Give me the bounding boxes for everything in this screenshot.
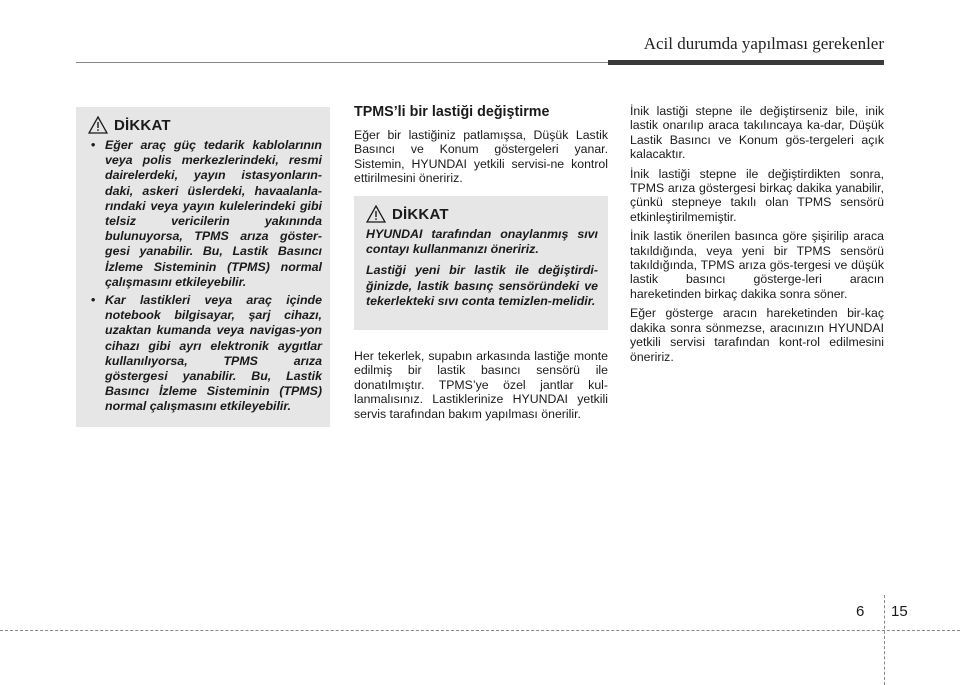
section-intro: Eğer bir lastiğiniz patlamışsa, Düşük Lastik Basıncı ve Konum göstergeleri yanar. Sistemin, HYUNDAI yetkili servisi-ne kontrol ettirilmesini öneririz. <box>354 128 608 186</box>
column-2-top <box>354 104 608 192</box>
header-thin-rule <box>76 62 608 63</box>
bullet-icon: • <box>91 138 96 152</box>
warning-header-2 <box>366 205 598 223</box>
section-title: TPMS’li bir lastiği değiştirme <box>354 104 550 120</box>
header-rule <box>608 60 884 65</box>
section-after-box: Her tekerlek, supabın arkasında lastiğe monte edilmiş bir lastik basıncı sensörü ile donatılmıştır. TPMS’ye özel jantlar kul-lanmalısınız. Lastiklerinize HYUNDAI yetkili servis tarafından bakım yapılması önerilir. <box>354 349 608 421</box>
warning-item <box>88 138 322 290</box>
warning-item <box>88 293 322 415</box>
warning-box-2 <box>354 196 608 330</box>
header-title: Acil durumda yapılması gerekenler <box>643 34 884 53</box>
page-number: 15 <box>891 603 908 620</box>
column-2-bottom <box>354 349 608 427</box>
warning-title-2: DİKKAT <box>392 205 449 223</box>
chapter-number: 6 <box>856 603 865 620</box>
warning-item-text: Eğer araç güç tedarik kablolarının veya polis merkezlerindeki, resmi dairelerdeki, yayın istasyonların-daki, askeri üslerdeki, havaalanla-rındaki veya yayın kulelerindeki gibi telsiz vericilerin yakınında bulunuyorsa, TPMS arıza göster-gesi yanabilir. Bu, Lastik Basıncı İzleme Sisteminin (TPMS) normal çalışmasını etkileyebilir. <box>105 138 322 289</box>
warning-list-1 <box>88 138 322 415</box>
warning2-paragraph-1: HYUNDAI tarafından onaylanmış sıvı contayı kullanmanızı öneririz. <box>366 227 598 257</box>
warning-box-1 <box>76 107 330 427</box>
col3-paragraph-2: İnik lastiği stepne ile değiştirdikten sonra, TPMS arıza göstergesi birkaç dakika yanabilir, çünkü stepneye takılı olan TPMS sensörü etkinleştirilmemiştir. <box>630 166 884 224</box>
col3-paragraph-4: Eğer gösterge aracın hareketinden bir-kaç dakika sonra sönmezse, aracınızın HYUNDAI yetkili servisi tarafından kont-rol edilmesini öneririz. <box>630 306 884 364</box>
warning-triangle-icon <box>366 205 386 223</box>
column-3 <box>630 104 884 369</box>
footer-dotted-rule <box>0 630 960 631</box>
warning-header-1 <box>88 116 322 134</box>
warning-item-text: Kar lastikleri veya araç içinde notebook bilgisayar, şarj cihazı, uzaktan kumanda veya navigas-yon cihazı gibi ayrı elektronik aygıtlar kullanılıyorsa, TPMS arıza göstergesi yanabilir. Bu, Lastik Basıncı İzleme Sisteminin (TPMS) normal çalışmasını etkileyebilir. <box>105 293 322 414</box>
warning-triangle-icon <box>88 116 108 134</box>
warning-title-1: DİKKAT <box>114 116 171 134</box>
footer-vertical-rule <box>884 595 885 685</box>
col3-paragraph-1: İnik lastiği stepne ile değiştirseniz bile, inik lastik onarılıp araca takılıncaya ka-dar, Düşük Lastik Basıncı ve Konum gös-tergeleri açık kalacaktır. <box>630 104 884 162</box>
warning2-paragraph-2: Lastiği yeni bir lastik ile değiştirdi-ğinizde, lastik basınç sensöründeki ve tekerlekteki sıvı conta temizlen-melidir. <box>366 263 598 308</box>
bullet-icon: • <box>91 293 96 308</box>
col3-paragraph-3: İnik lastik önerilen basınca göre şişirilip araca takıldığında, veya yeni bir TPMS sensörü takıldığında, TPMS arıza gös-tergesi ve düşük lastik basıncı gösterge-leri aracın hareketinden birkaç dakika sonra söner. <box>630 229 884 301</box>
